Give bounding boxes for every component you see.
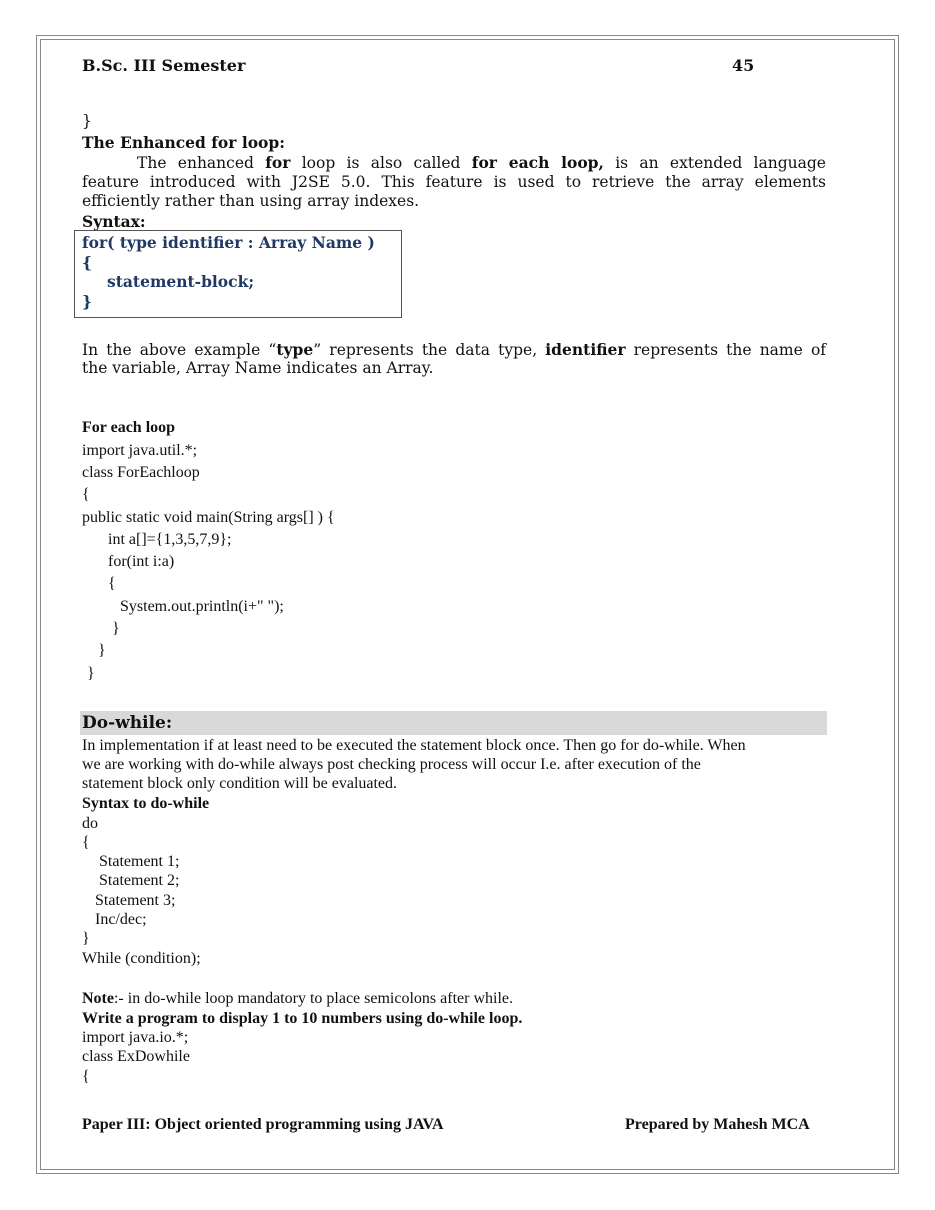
program-heading: Write a program to display 1 to 10 numbers using do-while loop.: [82, 1010, 523, 1027]
do-while-syntax-line: do: [82, 815, 98, 832]
do-while-para-line: In implementation if at least need to be executed the statement block once. Then go for do-while. When: [82, 737, 746, 754]
foreach-code-line: {: [108, 575, 116, 592]
program-code-line: {: [82, 1068, 90, 1085]
foreach-code-line: }: [87, 665, 95, 682]
foreach-code-line: int a[]={1,3,5,7,9};: [108, 531, 232, 548]
do-while-para-line: statement block only condition will be evaluated.: [82, 775, 398, 792]
prev-closing-brace: }: [82, 112, 92, 130]
foreach-code-line: public static void main(String args[] ) {: [82, 509, 335, 526]
header-semester: B.Sc. III Semester: [82, 56, 246, 75]
syntax-label: Syntax:: [82, 212, 146, 231]
do-while-heading-shade: [80, 711, 827, 735]
do-while-syntax-line: Statement 1;: [99, 853, 180, 870]
footer-paper-title: Paper III: Object oriented programming using JAVA: [82, 1116, 444, 1133]
do-while-syntax-line: }: [82, 930, 90, 947]
enhanced-for-heading: The Enhanced for loop:: [82, 133, 285, 152]
note-label: Note: [82, 990, 114, 1007]
enhanced-para-line2: feature introduced with J2SE 5.0. This feature is used to retrieve the array elements: [82, 173, 826, 191]
foreach-code-line: }: [112, 620, 120, 637]
foreach-code-line: System.out.println(i+" ");: [120, 598, 284, 615]
explain-line1: In the above example “type” represents the data type, identifier represents the name of: [82, 340, 827, 359]
header-page-number: 45: [732, 56, 755, 75]
explain-line2: the variable, Array Name indicates an Array.: [82, 359, 434, 377]
syntax-line-close-brace: }: [82, 292, 92, 311]
program-code-line: import java.io.*;: [82, 1029, 189, 1046]
note-text: :- in do-while loop mandatory to place semicolons after while.: [113, 990, 513, 1007]
do-while-para-line: we are working with do-while always post checking process will occur I.e. after execution of the: [82, 756, 701, 773]
syntax-line-for: for( type identifier : Array Name ): [82, 233, 375, 252]
do-while-syntax-line: While (condition);: [82, 950, 201, 967]
footer-author: Prepared by Mahesh MCA: [625, 1116, 810, 1133]
do-while-syntax-line: {: [82, 834, 90, 851]
enhanced-para-line3: efficiently rather than using array indexes.: [82, 192, 420, 210]
do-while-syntax-heading: Syntax to do-while: [82, 795, 210, 812]
foreach-code-line: {: [82, 486, 90, 503]
do-while-syntax-line: Inc/dec;: [95, 911, 147, 928]
foreach-code-line: class ForEachloop: [82, 464, 200, 481]
do-while-syntax-line: Statement 3;: [95, 892, 176, 909]
note-line: [82, 990, 513, 1008]
foreach-heading: For each loop: [82, 419, 176, 436]
foreach-code-line: for(int i:a): [108, 553, 175, 570]
foreach-code-line: }: [98, 642, 106, 659]
do-while-heading: Do-while:: [82, 713, 173, 733]
do-while-syntax-line: Statement 2;: [99, 872, 180, 889]
enhanced-para-line1: The enhanced for loop is also called for each loop, is an extended language: [137, 153, 826, 172]
syntax-line-open-brace: {: [82, 253, 92, 272]
foreach-code-line: import java.util.*;: [82, 442, 198, 459]
syntax-line-statement: statement-block;: [107, 272, 255, 291]
program-code-line: class ExDowhile: [82, 1048, 190, 1065]
